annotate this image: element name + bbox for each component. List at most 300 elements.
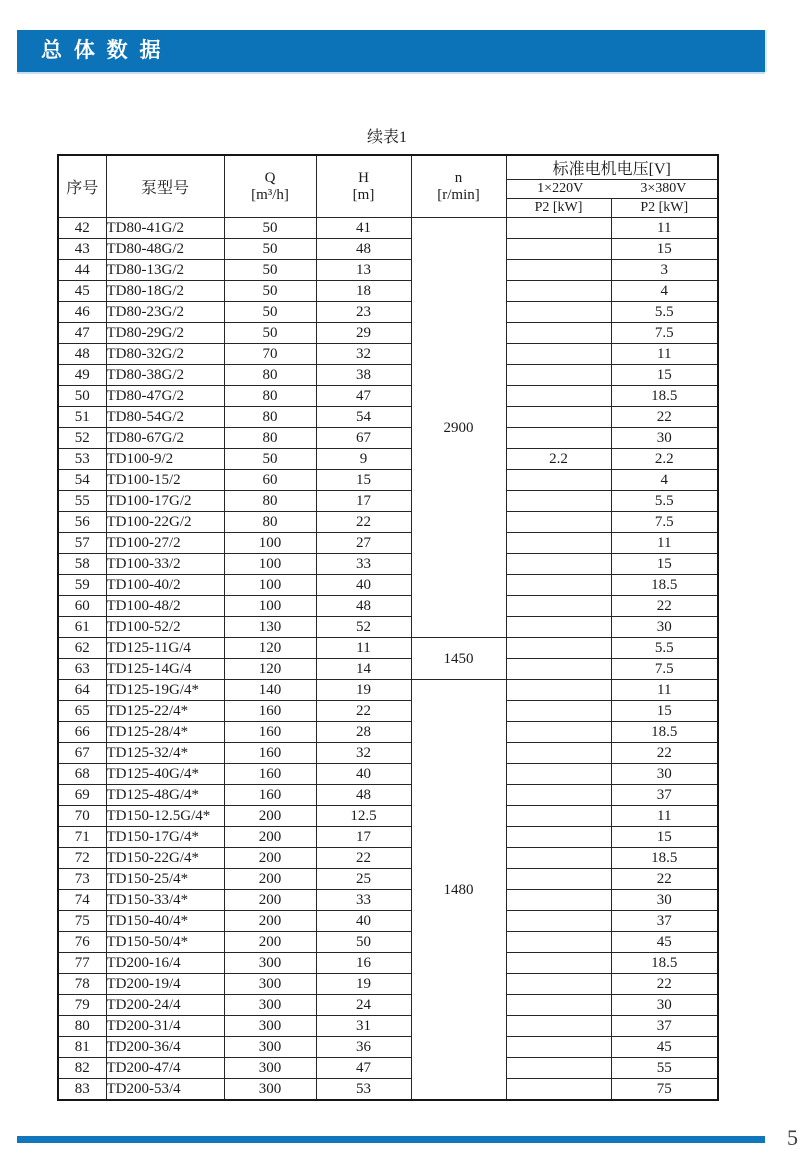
table-row xyxy=(58,995,718,1016)
cell-pump-model: TD200-16/4 xyxy=(106,953,224,974)
cell-flow: 80 xyxy=(224,407,316,428)
cell-head: 40 xyxy=(316,575,411,596)
cell-power-220v xyxy=(506,596,611,617)
cell-speed-merged: 2900 xyxy=(411,218,506,638)
cell-flow: 50 xyxy=(224,218,316,239)
cell-power-380v: 11 xyxy=(611,680,718,701)
cell-pump-model: TD150-50/4* xyxy=(106,932,224,953)
header-flow-unit: [m³/h] xyxy=(251,186,289,203)
cell-serial-number: 73 xyxy=(58,869,106,890)
cell-head: 47 xyxy=(316,386,411,407)
cell-power-380v: 4 xyxy=(611,470,718,491)
cell-flow: 300 xyxy=(224,995,316,1016)
cell-power-220v xyxy=(506,659,611,680)
cell-power-380v: 55 xyxy=(611,1058,718,1079)
cell-head: 47 xyxy=(316,1058,411,1079)
cell-flow: 100 xyxy=(224,533,316,554)
cell-head: 54 xyxy=(316,407,411,428)
cell-serial-number: 55 xyxy=(58,491,106,512)
cell-serial-number: 74 xyxy=(58,890,106,911)
cell-pump-model: TD100-27/2 xyxy=(106,533,224,554)
cell-power-220v xyxy=(506,890,611,911)
cell-flow: 50 xyxy=(224,260,316,281)
cell-head: 17 xyxy=(316,491,411,512)
table-row xyxy=(58,617,718,638)
cell-pump-model: TD80-38G/2 xyxy=(106,365,224,386)
cell-flow: 120 xyxy=(224,638,316,659)
cell-power-380v: 30 xyxy=(611,428,718,449)
cell-flow: 200 xyxy=(224,932,316,953)
cell-power-380v: 37 xyxy=(611,911,718,932)
header-head xyxy=(316,155,411,218)
cell-serial-number: 72 xyxy=(58,848,106,869)
table-row xyxy=(58,1058,718,1079)
cell-power-380v: 11 xyxy=(611,533,718,554)
table-row xyxy=(58,260,718,281)
cell-head: 50 xyxy=(316,932,411,953)
cell-power-220v xyxy=(506,323,611,344)
cell-power-380v: 22 xyxy=(611,596,718,617)
cell-power-380v: 18.5 xyxy=(611,722,718,743)
cell-head: 48 xyxy=(316,785,411,806)
cell-head: 16 xyxy=(316,953,411,974)
cell-head: 11 xyxy=(316,638,411,659)
table-row xyxy=(58,575,718,596)
table-row xyxy=(58,239,718,260)
cell-flow: 70 xyxy=(224,344,316,365)
cell-serial-number: 81 xyxy=(58,1037,106,1058)
cell-head: 53 xyxy=(316,1079,411,1101)
cell-power-220v xyxy=(506,743,611,764)
cell-head: 28 xyxy=(316,722,411,743)
cell-serial-number: 69 xyxy=(58,785,106,806)
cell-flow: 50 xyxy=(224,239,316,260)
header-speed-symbol: n xyxy=(454,169,463,186)
cell-flow: 160 xyxy=(224,722,316,743)
cell-head: 13 xyxy=(316,260,411,281)
cell-power-220v xyxy=(506,827,611,848)
cell-power-220v xyxy=(506,554,611,575)
table-row xyxy=(58,1079,718,1101)
table-row xyxy=(58,407,718,428)
cell-serial-number: 79 xyxy=(58,995,106,1016)
cell-power-220v xyxy=(506,302,611,323)
cell-serial-number: 70 xyxy=(58,806,106,827)
header-row-1 xyxy=(58,155,718,180)
cell-head: 15 xyxy=(316,470,411,491)
table-row xyxy=(58,638,718,659)
cell-flow: 50 xyxy=(224,323,316,344)
cell-power-380v: 37 xyxy=(611,785,718,806)
cell-power-220v xyxy=(506,869,611,890)
cell-speed-merged: 1480 xyxy=(411,680,506,1101)
cell-power-380v: 15 xyxy=(611,701,718,722)
cell-power-220v xyxy=(506,932,611,953)
cell-power-380v: 11 xyxy=(611,218,718,239)
cell-serial-number: 52 xyxy=(58,428,106,449)
table-row xyxy=(58,596,718,617)
table-row xyxy=(58,827,718,848)
cell-power-380v: 18.5 xyxy=(611,575,718,596)
page-number: 5 xyxy=(787,1125,798,1150)
table-body xyxy=(58,218,718,1101)
cell-serial-number: 62 xyxy=(58,638,106,659)
table-row xyxy=(58,218,718,239)
cell-head: 31 xyxy=(316,1016,411,1037)
cell-serial-number: 49 xyxy=(58,365,106,386)
table-row xyxy=(58,911,718,932)
cell-flow: 80 xyxy=(224,512,316,533)
cell-flow: 300 xyxy=(224,953,316,974)
cell-serial-number: 48 xyxy=(58,344,106,365)
cell-head: 18 xyxy=(316,281,411,302)
cell-head: 22 xyxy=(316,701,411,722)
pump-data-table xyxy=(57,154,719,1101)
cell-pump-model: TD100-22G/2 xyxy=(106,512,224,533)
table-row xyxy=(58,722,718,743)
cell-head: 9 xyxy=(316,449,411,470)
cell-serial-number: 46 xyxy=(58,302,106,323)
table-row xyxy=(58,869,718,890)
cell-power-220v xyxy=(506,512,611,533)
table-row xyxy=(58,1037,718,1058)
cell-pump-model: TD200-36/4 xyxy=(106,1037,224,1058)
cell-power-380v: 30 xyxy=(611,995,718,1016)
cell-power-380v: 7.5 xyxy=(611,512,718,533)
header-speed xyxy=(411,155,506,218)
table-row xyxy=(58,974,718,995)
cell-serial-number: 59 xyxy=(58,575,106,596)
cell-pump-model: TD80-54G/2 xyxy=(106,407,224,428)
cell-flow: 120 xyxy=(224,659,316,680)
cell-power-380v: 45 xyxy=(611,1037,718,1058)
table-row xyxy=(58,953,718,974)
table-row xyxy=(58,743,718,764)
cell-pump-model: TD100-33/2 xyxy=(106,554,224,575)
cell-power-220v xyxy=(506,617,611,638)
cell-flow: 80 xyxy=(224,365,316,386)
cell-serial-number: 68 xyxy=(58,764,106,785)
cell-head: 19 xyxy=(316,974,411,995)
cell-power-220v xyxy=(506,470,611,491)
header-p2-380: P2 [kW] xyxy=(611,199,718,218)
cell-power-380v: 15 xyxy=(611,239,718,260)
header-flow xyxy=(224,155,316,218)
cell-head: 19 xyxy=(316,680,411,701)
cell-power-380v: 22 xyxy=(611,869,718,890)
header-p2-220: P2 [kW] xyxy=(506,199,611,218)
cell-power-220v xyxy=(506,638,611,659)
cell-head: 67 xyxy=(316,428,411,449)
table-row xyxy=(58,764,718,785)
cell-power-380v: 22 xyxy=(611,743,718,764)
cell-pump-model: TD80-32G/2 xyxy=(106,344,224,365)
cell-pump-model: TD150-17G/4* xyxy=(106,827,224,848)
cell-power-380v: 7.5 xyxy=(611,323,718,344)
cell-power-380v: 5.5 xyxy=(611,302,718,323)
cell-power-220v xyxy=(506,386,611,407)
cell-pump-model: TD80-67G/2 xyxy=(106,428,224,449)
cell-head: 36 xyxy=(316,1037,411,1058)
cell-serial-number: 71 xyxy=(58,827,106,848)
cell-head: 40 xyxy=(316,911,411,932)
table-row xyxy=(58,281,718,302)
cell-power-220v xyxy=(506,764,611,785)
cell-head: 23 xyxy=(316,302,411,323)
cell-power-380v: 2.2 xyxy=(611,449,718,470)
cell-power-220v xyxy=(506,1079,611,1101)
cell-power-380v: 3 xyxy=(611,260,718,281)
cell-serial-number: 60 xyxy=(58,596,106,617)
cell-flow: 160 xyxy=(224,764,316,785)
header-flow-symbol: Q xyxy=(264,169,276,186)
cell-serial-number: 64 xyxy=(58,680,106,701)
table-row xyxy=(58,932,718,953)
cell-serial-number: 51 xyxy=(58,407,106,428)
cell-serial-number: 56 xyxy=(58,512,106,533)
cell-head: 14 xyxy=(316,659,411,680)
cell-head: 33 xyxy=(316,890,411,911)
table-row xyxy=(58,512,718,533)
cell-power-220v xyxy=(506,848,611,869)
cell-pump-model: TD80-23G/2 xyxy=(106,302,224,323)
cell-serial-number: 50 xyxy=(58,386,106,407)
table-row xyxy=(58,533,718,554)
cell-serial-number: 47 xyxy=(58,323,106,344)
cell-flow: 300 xyxy=(224,1037,316,1058)
cell-power-380v: 22 xyxy=(611,407,718,428)
cell-power-380v: 22 xyxy=(611,974,718,995)
cell-power-380v: 18.5 xyxy=(611,953,718,974)
table-row xyxy=(58,1016,718,1037)
cell-flow: 200 xyxy=(224,806,316,827)
cell-power-380v: 45 xyxy=(611,932,718,953)
table-row xyxy=(58,470,718,491)
cell-flow: 160 xyxy=(224,785,316,806)
cell-flow: 50 xyxy=(224,449,316,470)
cell-power-380v: 15 xyxy=(611,554,718,575)
cell-power-220v xyxy=(506,428,611,449)
cell-power-380v: 75 xyxy=(611,1079,718,1101)
cell-head: 17 xyxy=(316,827,411,848)
cell-power-220v xyxy=(506,218,611,239)
cell-flow: 160 xyxy=(224,743,316,764)
table-row xyxy=(58,848,718,869)
cell-flow: 300 xyxy=(224,1079,316,1101)
cell-pump-model: TD80-48G/2 xyxy=(106,239,224,260)
cell-flow: 130 xyxy=(224,617,316,638)
table-header xyxy=(58,155,718,218)
cell-pump-model: TD150-33/4* xyxy=(106,890,224,911)
header-model: 泵型号 xyxy=(106,155,224,218)
cell-pump-model: TD150-22G/4* xyxy=(106,848,224,869)
cell-power-380v: 37 xyxy=(611,1016,718,1037)
cell-power-220v xyxy=(506,365,611,386)
cell-flow: 100 xyxy=(224,554,316,575)
cell-power-220v xyxy=(506,407,611,428)
cell-power-380v: 30 xyxy=(611,890,718,911)
cell-pump-model: TD100-9/2 xyxy=(106,449,224,470)
table-row xyxy=(58,680,718,701)
cell-serial-number: 42 xyxy=(58,218,106,239)
cell-power-220v xyxy=(506,260,611,281)
table-row xyxy=(58,785,718,806)
cell-pump-model: TD125-19G/4* xyxy=(106,680,224,701)
cell-pump-model: TD100-40/2 xyxy=(106,575,224,596)
cell-serial-number: 80 xyxy=(58,1016,106,1037)
cell-pump-model: TD200-31/4 xyxy=(106,1016,224,1037)
cell-serial-number: 61 xyxy=(58,617,106,638)
cell-flow: 300 xyxy=(224,1058,316,1079)
header-voltage-group: 标准电机电压[V] xyxy=(506,155,718,180)
cell-serial-number: 65 xyxy=(58,701,106,722)
cell-power-380v: 18.5 xyxy=(611,386,718,407)
table-row xyxy=(58,491,718,512)
cell-power-220v xyxy=(506,239,611,260)
cell-flow: 140 xyxy=(224,680,316,701)
cell-serial-number: 78 xyxy=(58,974,106,995)
cell-pump-model: TD80-29G/2 xyxy=(106,323,224,344)
cell-power-380v: 11 xyxy=(611,344,718,365)
cell-serial-number: 43 xyxy=(58,239,106,260)
cell-speed-merged: 1450 xyxy=(411,638,506,680)
cell-head: 12.5 xyxy=(316,806,411,827)
cell-pump-model: TD125-14G/4 xyxy=(106,659,224,680)
header-no: 序号 xyxy=(58,155,106,218)
cell-pump-model: TD100-52/2 xyxy=(106,617,224,638)
cell-head: 22 xyxy=(316,848,411,869)
cell-pump-model: TD80-13G/2 xyxy=(106,260,224,281)
table-row xyxy=(58,344,718,365)
cell-serial-number: 57 xyxy=(58,533,106,554)
cell-head: 38 xyxy=(316,365,411,386)
cell-flow: 100 xyxy=(224,596,316,617)
cell-power-380v: 4 xyxy=(611,281,718,302)
cell-head: 33 xyxy=(316,554,411,575)
title-banner xyxy=(17,30,765,72)
cell-pump-model: TD80-41G/2 xyxy=(106,218,224,239)
cell-pump-model: TD200-47/4 xyxy=(106,1058,224,1079)
cell-pump-model: TD150-40/4* xyxy=(106,911,224,932)
cell-serial-number: 77 xyxy=(58,953,106,974)
cell-flow: 50 xyxy=(224,281,316,302)
cell-flow: 200 xyxy=(224,848,316,869)
cell-pump-model: TD100-48/2 xyxy=(106,596,224,617)
cell-serial-number: 66 xyxy=(58,722,106,743)
cell-power-380v: 18.5 xyxy=(611,848,718,869)
cell-power-220v xyxy=(506,722,611,743)
cell-flow: 80 xyxy=(224,386,316,407)
cell-power-220v xyxy=(506,995,611,1016)
header-voltage-values xyxy=(506,180,718,199)
cell-pump-model: TD125-40G/4* xyxy=(106,764,224,785)
table-row xyxy=(58,365,718,386)
cell-serial-number: 44 xyxy=(58,260,106,281)
cell-flow: 300 xyxy=(224,974,316,995)
cell-pump-model: TD125-32/4* xyxy=(106,743,224,764)
cell-flow: 200 xyxy=(224,890,316,911)
header-head-unit: [m] xyxy=(352,186,375,203)
cell-power-220v xyxy=(506,911,611,932)
cell-pump-model: TD80-47G/2 xyxy=(106,386,224,407)
cell-head: 48 xyxy=(316,596,411,617)
cell-serial-number: 45 xyxy=(58,281,106,302)
cell-power-220v xyxy=(506,974,611,995)
table-row xyxy=(58,554,718,575)
cell-pump-model: TD100-15/2 xyxy=(106,470,224,491)
cell-pump-model: TD125-48G/4* xyxy=(106,785,224,806)
cell-pump-model: TD125-11G/4 xyxy=(106,638,224,659)
cell-power-220v xyxy=(506,953,611,974)
cell-power-380v: 30 xyxy=(611,617,718,638)
cell-head: 24 xyxy=(316,995,411,1016)
cell-power-380v: 15 xyxy=(611,365,718,386)
cell-power-220v xyxy=(506,575,611,596)
page-title: 总 体 数 据 xyxy=(41,39,164,62)
cell-power-220v xyxy=(506,806,611,827)
cell-head: 32 xyxy=(316,743,411,764)
table-caption: 续表1 xyxy=(366,129,407,146)
cell-head: 27 xyxy=(316,533,411,554)
cell-power-220v xyxy=(506,785,611,806)
cell-pump-model: TD200-24/4 xyxy=(106,995,224,1016)
cell-flow: 80 xyxy=(224,428,316,449)
cell-flow: 80 xyxy=(224,491,316,512)
cell-serial-number: 67 xyxy=(58,743,106,764)
cell-power-220v xyxy=(506,1016,611,1037)
header-voltage-380: 3×380V xyxy=(640,181,687,196)
cell-pump-model: TD125-28/4* xyxy=(106,722,224,743)
cell-serial-number: 76 xyxy=(58,932,106,953)
cell-head: 40 xyxy=(316,764,411,785)
cell-flow: 50 xyxy=(224,302,316,323)
cell-head: 41 xyxy=(316,218,411,239)
cell-head: 29 xyxy=(316,323,411,344)
cell-power-220v xyxy=(506,491,611,512)
cell-power-380v: 5.5 xyxy=(611,638,718,659)
cell-flow: 200 xyxy=(224,911,316,932)
cell-serial-number: 83 xyxy=(58,1079,106,1101)
cell-flow: 100 xyxy=(224,575,316,596)
cell-head: 25 xyxy=(316,869,411,890)
cell-power-220v xyxy=(506,1058,611,1079)
table-row xyxy=(58,701,718,722)
header-speed-unit: [r/min] xyxy=(437,186,480,203)
cell-power-220v xyxy=(506,281,611,302)
cell-head: 22 xyxy=(316,512,411,533)
cell-pump-model: TD80-18G/2 xyxy=(106,281,224,302)
cell-power-380v: 7.5 xyxy=(611,659,718,680)
cell-flow: 200 xyxy=(224,869,316,890)
cell-pump-model: TD200-53/4 xyxy=(106,1079,224,1101)
cell-flow: 200 xyxy=(224,827,316,848)
cell-pump-model: TD150-25/4* xyxy=(106,869,224,890)
cell-serial-number: 75 xyxy=(58,911,106,932)
cell-serial-number: 54 xyxy=(58,470,106,491)
header-head-symbol: H xyxy=(358,169,369,186)
table-row xyxy=(58,428,718,449)
cell-power-220v xyxy=(506,701,611,722)
cell-power-220v: 2.2 xyxy=(506,449,611,470)
header-voltage-220: 1×220V xyxy=(537,181,584,196)
cell-serial-number: 53 xyxy=(58,449,106,470)
table-row xyxy=(58,659,718,680)
table-row xyxy=(58,806,718,827)
table-row xyxy=(58,302,718,323)
cell-power-220v xyxy=(506,1037,611,1058)
cell-serial-number: 58 xyxy=(58,554,106,575)
footer-rule xyxy=(17,1136,765,1143)
